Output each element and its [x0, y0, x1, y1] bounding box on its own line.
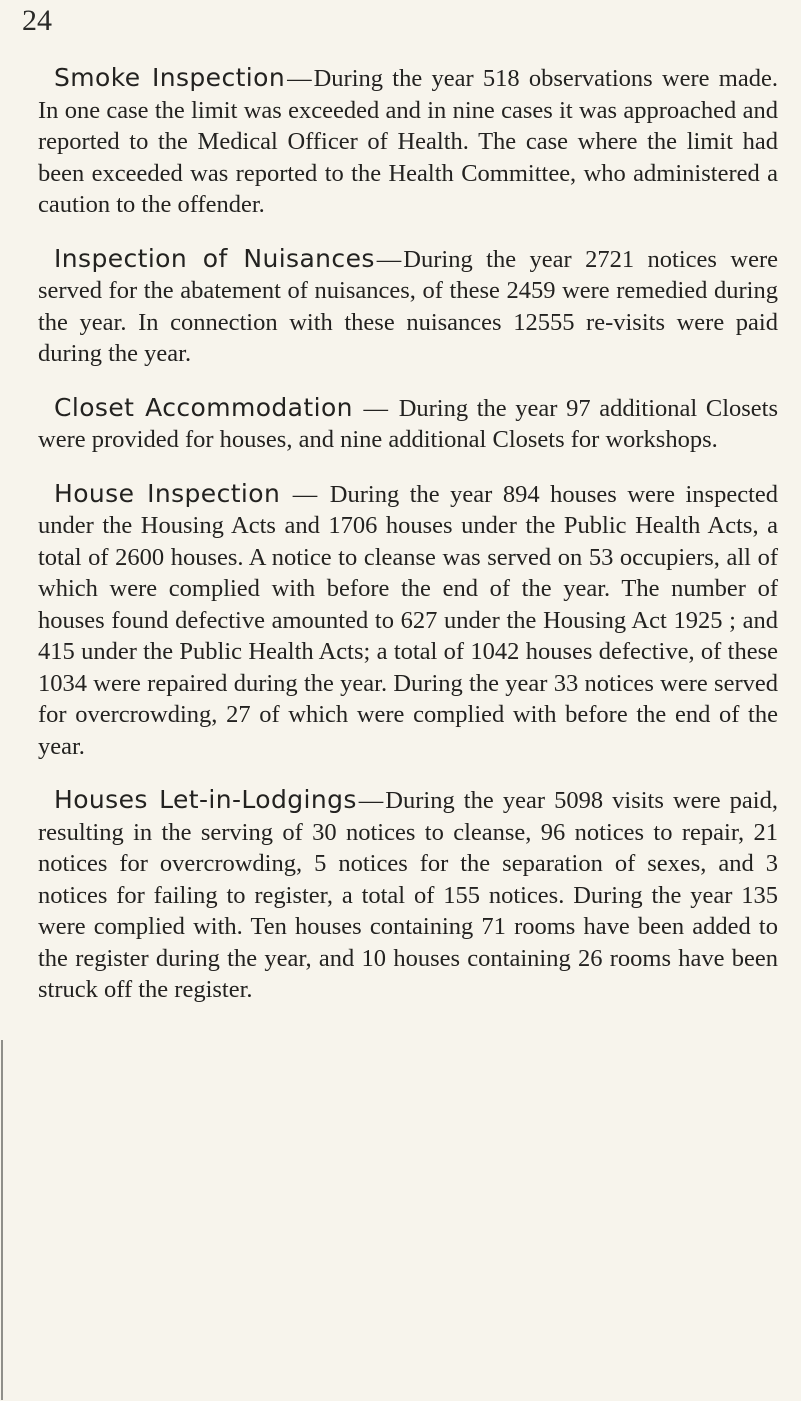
section-house-inspection — [38, 478, 778, 763]
section-text: During the year 97 additional Closets were provided for houses, and nine additional Closets for workshops. — [38, 394, 779, 453]
page-edge-line — [1, 1040, 3, 1400]
section-text: During the year 2721 notices were served for the abatement of nuisances, of these 2459 were remedied during the year. In connection with these nuisances 12555 re-visits were paid during the year. — [38, 245, 779, 367]
section-closet-accommodation — [38, 392, 778, 456]
section-heading: Closet Accommodation — [54, 392, 353, 422]
section-text: During the year 5098 visits were paid, resulting in the serving of 30 notices to cleanse, 96 notices to repair, 21 notices for overcrowding, 5 notices for the separation of sexes, and 3 notices for failing to register, a total of 155 notices. During the year 135 were complied with. Ten houses containing 71 rooms have been added to the register during the year, and 10 houses containing 26 rooms have been struck off the register. — [38, 787, 778, 1003]
section-text: During the year 894 houses were inspected under the Housing Acts and 1706 houses under the Public Health Acts, a total of 2600 houses. A notice to cleanse was served on 53 occupiers, all of which were complied with before the end of the year. The number of houses found defective amounted to 627 under the Housing Act 1925 ; and 415 under the Public Health Acts; a total of 1042 houses defective, of these 1034 were repaired during the year. During the year 33 notices were served for overcrowding, 27 of which were complied with before the end of the year. — [38, 480, 778, 760]
section-heading: House Inspection — [54, 478, 281, 508]
section-inspection-of-nuisances — [38, 243, 778, 370]
section-houses-let-in-lodgings — [38, 784, 778, 1006]
section-separator: — — [358, 787, 384, 814]
section-heading: Houses Let-in-Lodgings — [54, 785, 357, 814]
section-separator: — — [376, 245, 402, 273]
section-text: During the year 518 observations were made. In one case the limit was exceeded and in nine cases it was approached and reported to the Medical Officer of Health. The case where the limit had been exceeded was reported to the Health Committee, who administered a caution to the offender. — [38, 65, 778, 218]
section-heading: Smoke Inspection — [54, 63, 286, 92]
section-separator: — — [354, 394, 397, 422]
section-separator: — — [287, 65, 312, 92]
report-body — [38, 62, 778, 1028]
page-number: 24 — [22, 4, 52, 37]
section-heading: Inspection of Nuisances — [54, 243, 375, 273]
section-separator: — — [282, 480, 328, 508]
section-smoke-inspection — [38, 62, 778, 221]
